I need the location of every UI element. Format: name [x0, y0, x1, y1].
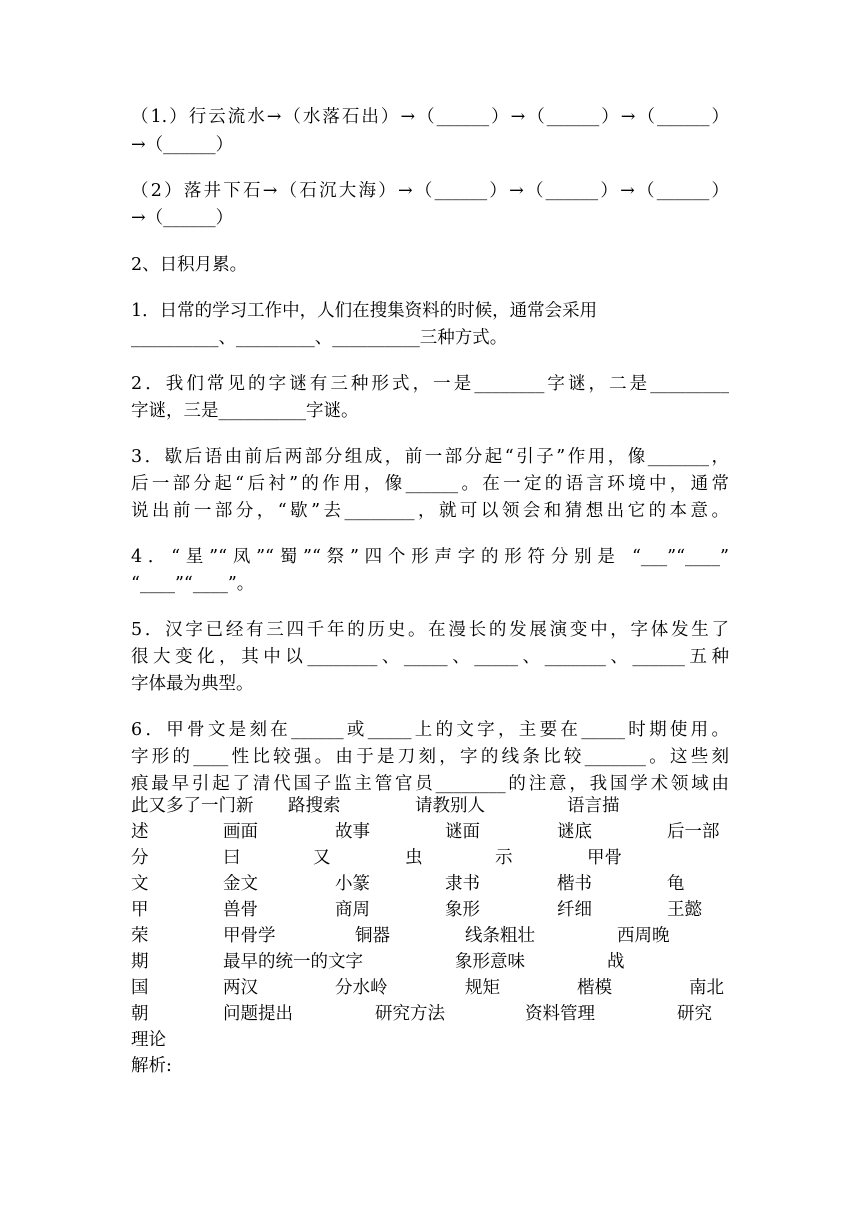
- answer-item: 荣: [131, 926, 149, 946]
- answer-item: 两汉: [223, 978, 258, 998]
- answer-item: 研究: [677, 1004, 712, 1024]
- answer-item: 示: [495, 848, 513, 868]
- answer-item: 又: [313, 848, 331, 868]
- section-heading: 2、日积月累。: [131, 255, 248, 275]
- question-6-line-c: 痕最早引起了清代国子监主管官员________的注意，我国学术领域由: [131, 774, 729, 794]
- answer-item: 商周: [335, 900, 370, 920]
- answer-row: [131, 1027, 729, 1053]
- answer-item: 小篆: [335, 874, 370, 894]
- answer-item: 问题提出: [223, 1004, 293, 1024]
- question-2-line-a: 2．我们常见的字谜有三种形式，一是________字谜，二是_________: [131, 374, 729, 394]
- answer-item: 述: [131, 822, 149, 842]
- answer-item: 曰: [223, 848, 241, 868]
- analysis-label: 解析:: [131, 1056, 172, 1076]
- exercise-line-1a: （1.）行云流水→（水落石出）→（______）→（______）→（______）: [131, 107, 729, 127]
- exercise-line-1b: →（______）: [131, 135, 234, 155]
- answer-item: 甲骨学: [223, 926, 276, 946]
- answer-item: 分: [131, 848, 149, 868]
- question-1-line-b: __________、_________、__________三种方式。: [131, 328, 508, 348]
- answer-item: 楷书: [557, 874, 592, 894]
- answer-item: 语言描: [567, 796, 620, 816]
- answer-row: [131, 975, 729, 1001]
- answer-item: 象形意味: [455, 952, 525, 972]
- answer-row: [131, 845, 729, 871]
- answer-item: 请教别人: [415, 796, 485, 816]
- answer-item: 理论: [131, 1030, 166, 1050]
- answer-item: 期: [131, 952, 149, 972]
- question-3-line-c: 说出前一部分，“歇”去________，就可以领会和猜想出它的本意。: [131, 501, 729, 521]
- answer-item: 楷模: [577, 978, 612, 998]
- question-3-line-a: 3．歇后语由前后两部分组成，前一部分起“引子”作用，像_______，: [131, 447, 729, 467]
- question-6-line-b: 字形的____性比较强。由于是刀刻，字的线条比较_______。这些刻: [131, 747, 729, 767]
- question-5-line-b: 很大变化，其中以________、_____、_____、_______、______五种: [131, 647, 729, 667]
- answer-item: 王懿: [667, 900, 702, 920]
- answer-item: 分水岭: [335, 978, 388, 998]
- answer-item: 纤细: [557, 900, 592, 920]
- exercise-line-2b: →（______）: [131, 208, 234, 228]
- answer-item: 国: [131, 978, 149, 998]
- answer-item: 研究方法: [375, 1004, 445, 1024]
- answer-item: 规矩: [465, 978, 500, 998]
- exercise-line-2a: （2）落井下石→（石沉大海）→（______）→（______）→（______）: [131, 181, 729, 201]
- answer-item: 最早的统一的文字: [223, 952, 363, 972]
- answer-item: 龟: [667, 874, 685, 894]
- answer-row: [131, 819, 729, 845]
- answer-row: [131, 897, 729, 923]
- answer-item: 虫: [405, 848, 423, 868]
- answer-item: 故事: [335, 822, 370, 842]
- answer-item: 战: [607, 952, 625, 972]
- question-5-line-c: 字体最为典型。: [131, 674, 254, 694]
- answer-item: 谜面: [445, 822, 480, 842]
- question-5-line-a: 5．汉字已经有三四千年的历史。在漫长的发展演变中，字体发生了: [131, 620, 729, 640]
- answer-item: 资料管理: [525, 1004, 595, 1024]
- answer-item: 谜底: [557, 822, 592, 842]
- answer-row: [131, 1001, 729, 1027]
- answer-item: 甲: [131, 900, 149, 920]
- answer-item: 线条粗壮: [465, 926, 535, 946]
- question-2-line-b: 字谜，三是__________字谜。: [131, 401, 359, 421]
- answer-item: 朝: [131, 1004, 149, 1024]
- answer-item: 画面: [223, 822, 258, 842]
- answer-item: 铜器: [355, 926, 390, 946]
- answer-item: 象形: [445, 900, 480, 920]
- answer-item: 路搜索: [288, 796, 341, 816]
- answer-row: [131, 793, 729, 819]
- answer-item: 金文: [223, 874, 258, 894]
- question-3-line-b: 后一部分起“后衬”的作用，像______。在一定的语言环境中，通常: [131, 474, 729, 494]
- answer-item: 兽骨: [223, 900, 258, 920]
- question-1-line-a: 1．日常的学习工作中，人们在搜集资料的时候，通常会采用: [131, 301, 598, 321]
- answer-row: [131, 871, 729, 897]
- answer-item: 后一部: [667, 822, 720, 842]
- question-4-line-a: 4．“星”“凤”“蜀”“祭”四个形声字的形符分别是 “___”“____”: [131, 547, 729, 567]
- question-6-line-a: 6．甲骨文是刻在______或_____上的文字，主要在_____时期使用。: [131, 720, 729, 740]
- answer-item: 西周晚: [617, 926, 670, 946]
- answer-row: [131, 923, 729, 949]
- answer-item: 文: [131, 874, 149, 894]
- answer-item: 隶书: [445, 874, 480, 894]
- analysis-row: [131, 1053, 729, 1079]
- answer-key: [131, 793, 729, 1079]
- answer-item: 甲骨: [587, 848, 622, 868]
- question-6-line-d: 此又多了一门新: [131, 796, 254, 816]
- answer-row: [131, 949, 729, 975]
- answer-item: 南北: [689, 978, 724, 998]
- question-4-line-b: “____”“____”。: [131, 574, 255, 594]
